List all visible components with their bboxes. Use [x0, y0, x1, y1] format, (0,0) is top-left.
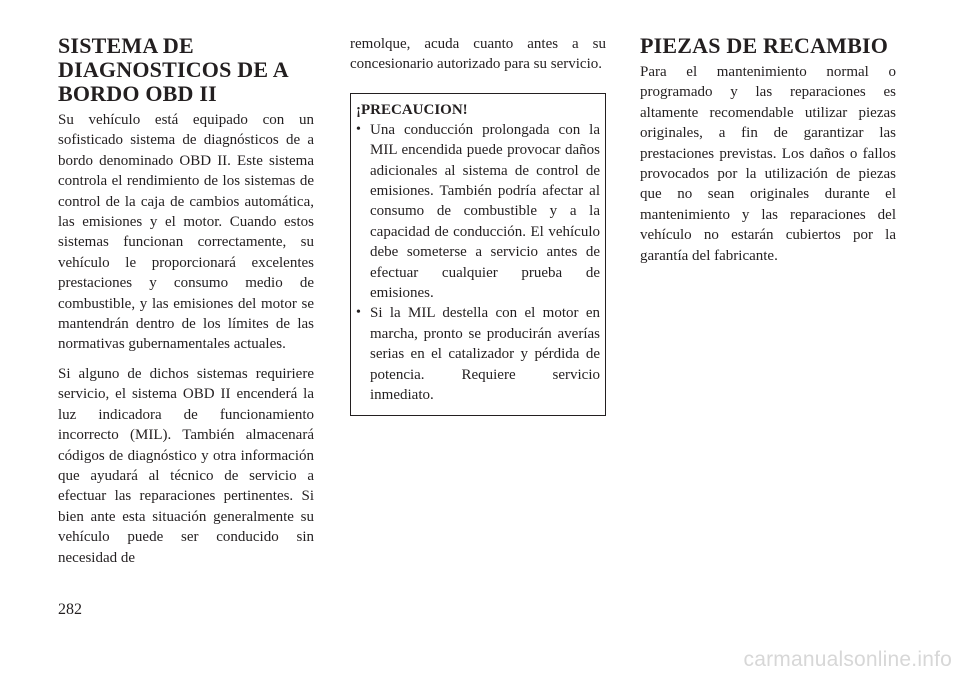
warning-title: ¡PRECAUCION! [356, 101, 468, 118]
parts-paragraph: Para el mantenimiento normal o programado y las reparaciones es altamente recomendable utilizar piezas originales, a fin de garantizar las prestaciones previstas. Los daños o fallos provocados por la utilización de piezas que no sean originales durante el mantenimiento y las reparaciones del vehículo no estarán cubiertos por la garantía del fabricante. [640, 64, 896, 264]
obd-paragraph-1: Su vehículo está equipado con un sofisticado sistema de diagnósticos de a bordo denominado OBD II. Este sistema controla el rendimiento de los sistemas de control de la caja de cambios automática, las emisiones y el motor. Cuando estos sistemas funcionan correctamente, su vehículo le proporcionará excelentes prestaciones y consumo medio de combustible, y las emisiones del motor se mantendrán dentro de los límites de las normativas gubernamentales actuales. [58, 112, 314, 353]
warning-item [356, 303, 600, 405]
column-right [640, 34, 896, 266]
warning-item-text: Si la MIL destella con el motor en marcha, pronto se producirán averías serias en el catalizador y pérdida de potencia. Requiere servicio inmediato. [370, 305, 600, 404]
obd-section-title: SISTEMA DE DIAGNOSTICOS DE A BORDO OBD II [58, 33, 289, 106]
obd-paragraph-2: Si alguno de dichos sistemas requiriere servicio, el sistema OBD II encenderá la luz indicadora de funcionamiento incorrecto (MIL). También almacenará códigos de diagnóstico y otra información que ayudará al técnico de servicio a efectuar las reparaciones pertinentes. Si bien ante esta situación generalmente su vehículo puede ser conducido sin necesidad de [58, 365, 314, 566]
parts-section-title: PIEZAS DE RECAMBIO [640, 33, 889, 58]
bullet-icon: • [356, 121, 361, 137]
page-number: 282 [58, 601, 82, 618]
column-left [58, 34, 314, 568]
warning-box [350, 93, 606, 416]
watermark: carmanualsonline.info [743, 648, 952, 671]
bullet-icon: • [356, 305, 361, 321]
warning-list [356, 120, 600, 406]
obd-paragraph-2-continued: remolque, acuda cuanto antes a su concesionario autorizado para su servicio. [350, 36, 606, 73]
column-middle [350, 34, 606, 416]
warning-item-text: Una conducción prolongada con la MIL encendida puede provocar daños adicionales al sistema de control de emisiones. También podría afectar al consumo de combustible y a la capacidad de conducción. El vehículo debe someterse a servicio antes de efectuar cualquier prueba de emisiones. [370, 121, 600, 302]
warning-item [356, 120, 600, 304]
